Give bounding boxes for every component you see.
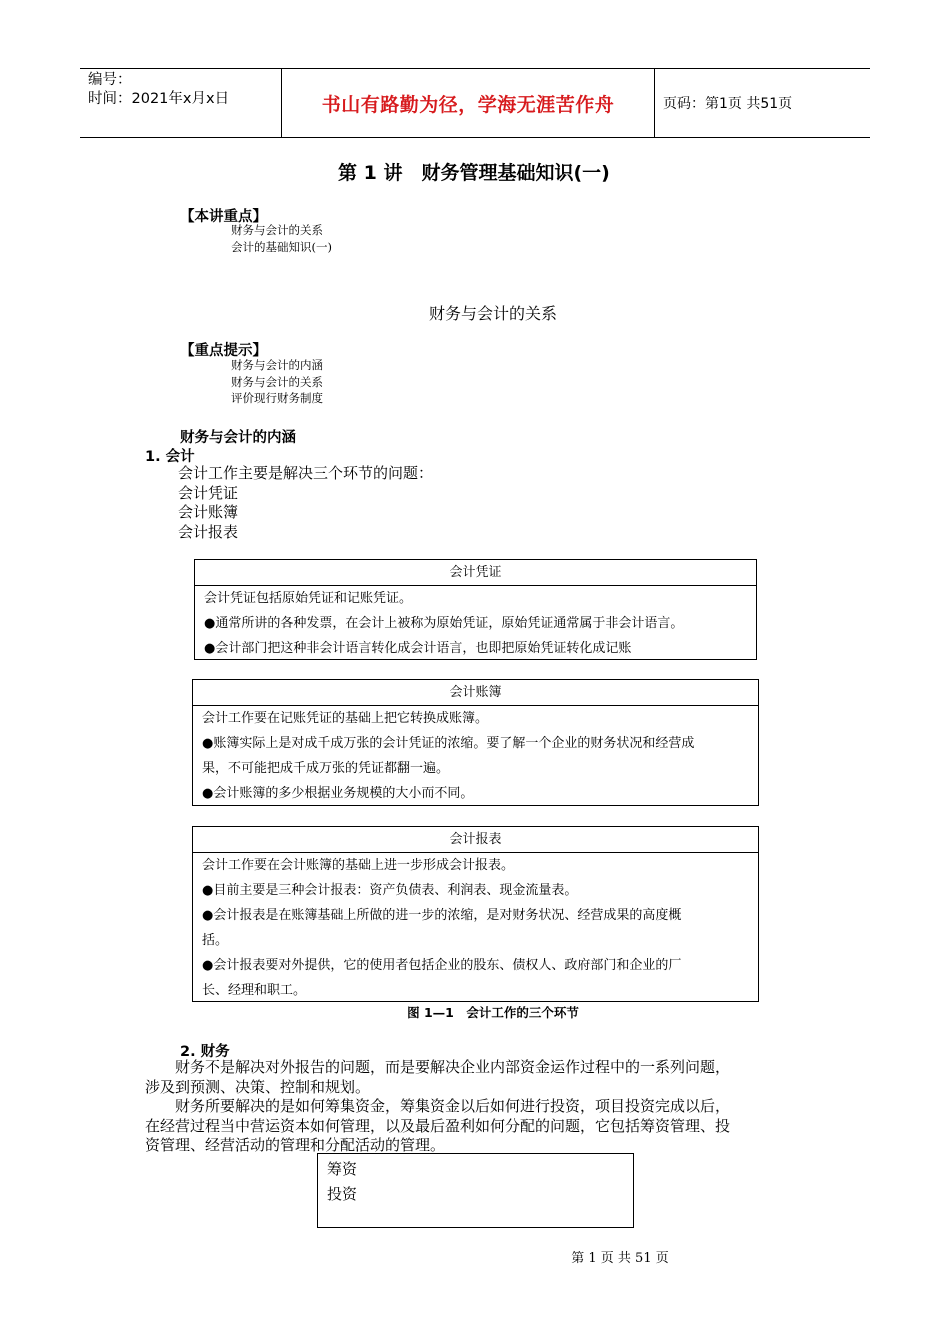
focus-list (231, 222, 332, 255)
voucher-box-line: 会计凭证包括原始凭证和记账凭证。 (204, 591, 413, 606)
tips-item: 财务与会计的关系 (231, 374, 323, 389)
report-box-line: 会计工作要在会计账簿的基础上进一步形成会计报表。 (202, 858, 515, 873)
finance-para2-line: 在经营过程当中营运资本如何管理，以及最后盈利如何分配的问题，它包括筹资管理、投 (145, 1116, 731, 1135)
focus-item: 会计的基础知识(一) (231, 239, 332, 254)
finance-box-item: 投资 (327, 1185, 358, 1203)
tips-list (231, 357, 323, 407)
page-footer: 第 1 页 共 51 页 (571, 1251, 669, 1266)
finance-paragraphs (145, 1058, 825, 1156)
accounting-line: 会计工作主要是解决三个环节的问题： (178, 464, 434, 482)
ledger-box-line: ●会计账簿的多少根据业务规模的大小而不同。 (202, 786, 474, 801)
accounting-lines (178, 464, 433, 542)
tips-item: 财务与会计的内涵 (231, 358, 323, 372)
report-box-line: 长、经理和职工。 (202, 983, 307, 998)
header-page-cell (655, 69, 870, 137)
number-label: 编号： (88, 72, 132, 88)
focus-label: 【本讲重点】 (180, 209, 267, 225)
tips-item: 评价现行财务制度 (231, 391, 323, 405)
ledger-box-line: 果，不可能把成千成万张的凭证都翻一遍。 (202, 761, 450, 776)
section-title: 财务与会计的关系 (428, 304, 557, 323)
accounting-line: 会计账簿 (178, 503, 239, 521)
report-box-line: 括。 (202, 933, 229, 948)
report-box (192, 826, 759, 1002)
lecture-title: 第 1 讲 财务管理基础知识(一) (338, 162, 610, 184)
voucher-box (194, 559, 757, 660)
ledger-box-line: ●账簿实际上是对成千成万张的会计凭证的浓缩。要了解一个企业的财务状况和经营成 (202, 736, 695, 751)
motto-text: 书山有路勤为径，学海无涯苦作舟 (321, 93, 615, 116)
ledger-box (192, 679, 759, 806)
finance-para2-line: 资管理、经营活动的管理和分配活动的管理。 (145, 1136, 446, 1154)
ledger-box-line: 会计工作要在记账凭证的基础上把它转换成账簿。 (202, 711, 489, 726)
finance-box-item: 筹资 (327, 1160, 358, 1178)
focus-item: 财务与会计的关系 (231, 223, 323, 237)
voucher-box-title: 会计凭证 (195, 560, 756, 586)
finance-box (317, 1153, 634, 1228)
accounting-heading: 1. 会计 (145, 449, 195, 465)
accounting-line: 会计凭证 (178, 483, 239, 502)
subsection-title: 财务与会计的内涵 (180, 430, 296, 446)
figure-caption: 图 1—1 会计工作的三个环节 (407, 1005, 579, 1020)
header-motto-cell (281, 69, 655, 137)
voucher-box-line: ●通常所讲的各种发票，在会计上被称为原始凭证，原始凭证通常属于非会计语言。 (204, 616, 684, 631)
ledger-box-title: 会计账簿 (193, 680, 758, 706)
finance-para1-line: 财务不是解决对外报告的问题，而是要解决企业内部资金运作过程中的一系列问题， (175, 1058, 731, 1076)
accounting-line: 会计报表 (178, 522, 239, 541)
page-info: 页码：第1页 共51页 (663, 96, 793, 112)
voucher-box-line: ●会计部门把这种非会计语言转化成会计语言，也即把原始凭证转化成记账 (204, 641, 632, 656)
document-header (80, 68, 870, 138)
report-box-line: ●会计报表是在账簿基础上所做的进一步的浓缩，是对财务状况、经营成果的高度概 (202, 908, 682, 923)
report-box-title: 会计报表 (193, 827, 758, 853)
header-left-cell (80, 69, 280, 137)
time-label: 时间：2021年x月x日 (88, 91, 230, 107)
finance-para1-line: 涉及到预测、决策、控制和规划。 (145, 1077, 371, 1096)
tips-label: 【重点提示】 (180, 343, 267, 359)
finance-para2-line: 财务所要解决的是如何筹集资金，筹集资金以后如何进行投资，项目投资完成以后， (175, 1097, 731, 1115)
report-box-line: ●目前主要是三种会计报表：资产负债表、利润表、现金流量表。 (202, 883, 578, 898)
finance-heading: 2. 财务 (180, 1044, 230, 1060)
report-box-line: ●会计报表要对外提供，它的使用者包括企业的股东、债权人、政府部门和企业的厂 (202, 958, 682, 973)
